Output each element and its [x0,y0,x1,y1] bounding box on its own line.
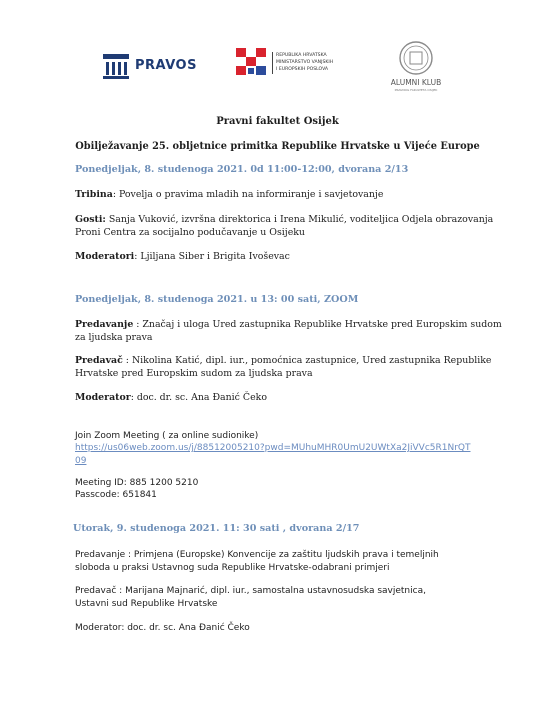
session1-gosti [75,213,525,239]
session3-predavac [75,585,525,610]
ministry-line-2: MINISTARSTVO VANJSKIH [276,60,334,65]
moderatori-text: : Ljiljana Siber i Brigita Ivoševac [134,251,290,262]
page-title: Pravni fakultet Osijek [216,116,339,127]
session3-heading: Utorak, 9. studenoga 2021. 11: 30 sati , dvorana 2/17 [73,523,360,534]
session2-heading: Ponedjeljak, 8. studenoga 2021. u 13: 00 sati, ZOOM [75,294,359,305]
zoom-link[interactable] [75,442,515,467]
zoom-link-line-2[interactable]: 09 [75,455,87,466]
ministry-logo [236,46,366,80]
predavanje-line-2: za ljudska prava [75,332,153,343]
session2-predavac [75,354,525,380]
predavac-line-2: Hrvatske pred Europskim sudom za ljudska prava [75,368,313,379]
alumni-klub-subtext: PRAVNOG FAKULTETA OSIJEK [394,88,438,92]
alumni-klub-logo [385,40,447,96]
ministry-line-1: REPUBLIKA HRVATSKA [276,53,327,58]
predavac-line-1: : Nikolina Katić, dipl. iur., pomoćnica zastupnice, Ured zastupnika Republike [122,355,492,366]
predavac-label: Predavač [75,355,123,366]
session1-moderatori [75,250,515,263]
pravos-logo [101,48,196,82]
gosti-label: Gosti: [75,214,106,225]
session1-tribina [75,188,515,201]
s3-predavac-line-1: Predavač : Marijana Majnarić, dipl. iur., samostalna ustavnosudska savjetnica, [75,586,426,596]
page-subtitle: Obilježavanje 25. obljetnice primitka Republike Hrvatske u Vijeće Europe [75,141,480,152]
gosti-line-2: Proni Centra za socijalno podučavanje u Osijeku [75,227,305,238]
alumni-klub-text: ALUMNI KLUB [390,78,442,87]
predavanje-label: Predavanje [75,319,134,330]
tribina-text: : Povelja o pravima mladih na informiranje i savjetovanje [112,189,384,200]
session3-predavanje [75,549,525,574]
meeting-id: Meeting ID: 885 1200 5210 [75,478,199,488]
alumni-seal-icon [398,40,434,76]
zoom-join-text: Join Zoom Meeting ( za online sudionike) [75,431,259,441]
moderator-text: : doc. dr. sc. Ana Đanić Čeko [130,392,267,403]
zoom-link-line-1[interactable]: https://us06web.zoom.us/j/88512005210?pwd=MUhuMHR0UmU2UWtXa2JiVVc5R1NrQT [75,443,471,453]
session2-moderator [75,391,515,404]
croatian-checkerboard-icon [236,48,266,76]
pravos-emblem-icon [101,50,131,80]
pravos-wordmark: PRAVOS [135,58,197,73]
predavanje-line-1: : Značaj i uloga Ured zastupnika Republike Hrvatske pred Europskim sudom [133,319,502,330]
ministry-line-3: I EUROPSKIH POSLOVA [276,67,329,72]
moderatori-label: Moderatori [75,251,135,262]
session1-heading: Ponedjeljak, 8. studenoga 2021. 0d 11:00-12:00, dvorana 2/13 [75,164,409,175]
s3-predavanje-line-2: sloboda u praksi Ustavnog suda Republike Hrvatske-odabrani primjeri [75,562,390,573]
moderator-label: Moderator [75,392,131,403]
gosti-line-1: Sanja Vuković, izvršna direktorica i Irena Mikulić, voditeljica Odjela obrazovanja [105,214,494,225]
s3-predavanje-line-1: Predavanje : Primjena (Europske) Konvencije za zaštitu ljudskih prava i temeljnih [75,550,439,560]
passcode: Passcode: 651841 [75,490,157,500]
tribina-label: Tribina [75,189,113,200]
session2-predavanje [75,318,525,344]
s3-predavac-line-2: Ustavni sud Republike Hrvatske [75,598,218,609]
session3-moderator: Moderator: doc. dr. sc. Ana Đanić Čeko [75,623,250,633]
